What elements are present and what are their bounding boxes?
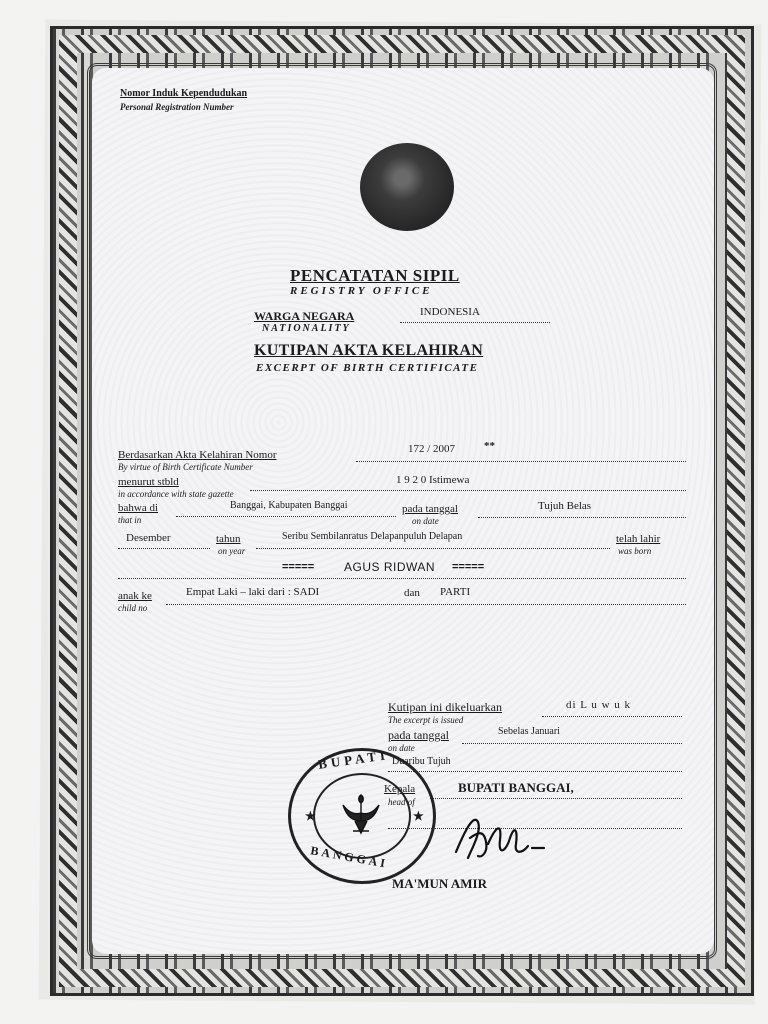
date-label-en: on date <box>412 516 439 526</box>
date-line <box>478 517 686 518</box>
stbld-label-en: in accordance with state gazette <box>118 489 234 499</box>
stbld-label: menurut stbld <box>118 476 179 488</box>
born-label-en: was born <box>618 546 652 556</box>
issue-date-label: pada tanggal <box>388 728 449 742</box>
head-value: BUPATI BANGGAI, <box>458 780 574 795</box>
head-label: Kepala <box>384 783 416 795</box>
mother-value: PARTI <box>440 586 471 598</box>
place-line <box>176 516 396 517</box>
garuda-bird-icon <box>341 791 381 837</box>
cert-number-line <box>356 461 686 462</box>
child-label: anak ke <box>118 590 152 602</box>
child-label-en: child no <box>118 603 148 613</box>
signature-image <box>448 808 548 868</box>
head-label-en: head of <box>388 797 415 807</box>
stamp-star-icon: ★ <box>413 809 424 823</box>
document-title: KUTIPAN AKTA KELAHIRAN <box>254 342 484 359</box>
name-suffix: ===== <box>452 561 485 573</box>
cert-number-mark: ** <box>484 440 495 452</box>
date-label: pada tanggal <box>402 503 458 515</box>
year-line <box>256 548 610 549</box>
child-value: Empat Laki – laki dari : SADI <box>186 586 320 598</box>
stbld-value: 1 9 2 0 Istimewa <box>396 474 470 486</box>
nationality-value: INDONESIA <box>420 306 480 318</box>
issue-date-label-en: on date <box>388 743 415 753</box>
year-label: tahun <box>216 533 241 545</box>
name-prefix: ===== <box>282 561 315 573</box>
stamp-star-icon: ★ <box>305 809 316 823</box>
nationality-line <box>400 322 550 323</box>
garuda-emblem-icon <box>360 143 454 231</box>
year-label-en: on year <box>218 546 246 556</box>
and-label: dan <box>404 587 420 599</box>
issue-date-value: Sebelas Januari <box>498 726 560 737</box>
place-label: bahwa di <box>118 502 159 514</box>
born-label: telah lahir <box>616 533 661 545</box>
child-line <box>166 604 686 605</box>
cert-number-label-en: By virtue of Birth Certificate Number <box>118 462 253 472</box>
name-line <box>118 578 686 579</box>
place-value: Banggai, Kabupaten Banggai <box>230 500 348 511</box>
issue-date-line <box>462 743 682 744</box>
stamp-text-top: BUPATI <box>317 747 390 772</box>
cert-number-value: 172 / 2007 <box>408 443 456 455</box>
cert-number-label: Berdasarkan Akta Kelahiran Nomor <box>118 449 277 461</box>
document-title-en: EXCERPT OF BIRTH CERTIFICATE <box>256 362 479 374</box>
nationality-label-en: NATIONALITY <box>262 323 351 334</box>
month-line <box>118 548 210 549</box>
nik-label-en: Personal Registration Number <box>120 102 234 112</box>
year-value: Seribu Sembilanratus Delapanpuluh Delapan <box>282 531 463 542</box>
office-title: PENCATATAN SIPIL <box>290 266 460 285</box>
office-title-en: REGISTRY OFFICE <box>290 285 433 297</box>
stamp-text-bottom: BANGGAI <box>309 843 390 871</box>
issued-label-en: The excerpt is issued <box>388 715 464 725</box>
nik-label: Nomor Induk Kependudukan <box>120 88 248 99</box>
child-name: AGUS RIDWAN <box>344 560 436 574</box>
signatory-name: MA'MUN AMIR <box>392 876 487 891</box>
issued-place-line <box>542 716 682 717</box>
issued-label: Kutipan ini dikeluarkan <box>388 700 502 714</box>
date-value: Tujuh Belas <box>538 500 592 512</box>
month-value: Desember <box>126 532 171 544</box>
head-line <box>430 798 682 799</box>
issue-year-value: Duaribu Tujuh <box>392 756 451 767</box>
place-label-en: that in <box>118 515 142 525</box>
nationality-label: WARGA NEGARA <box>254 309 355 323</box>
stbld-line <box>250 490 686 491</box>
issue-year-line <box>388 771 682 772</box>
issued-place: di L u w u k <box>566 699 632 711</box>
